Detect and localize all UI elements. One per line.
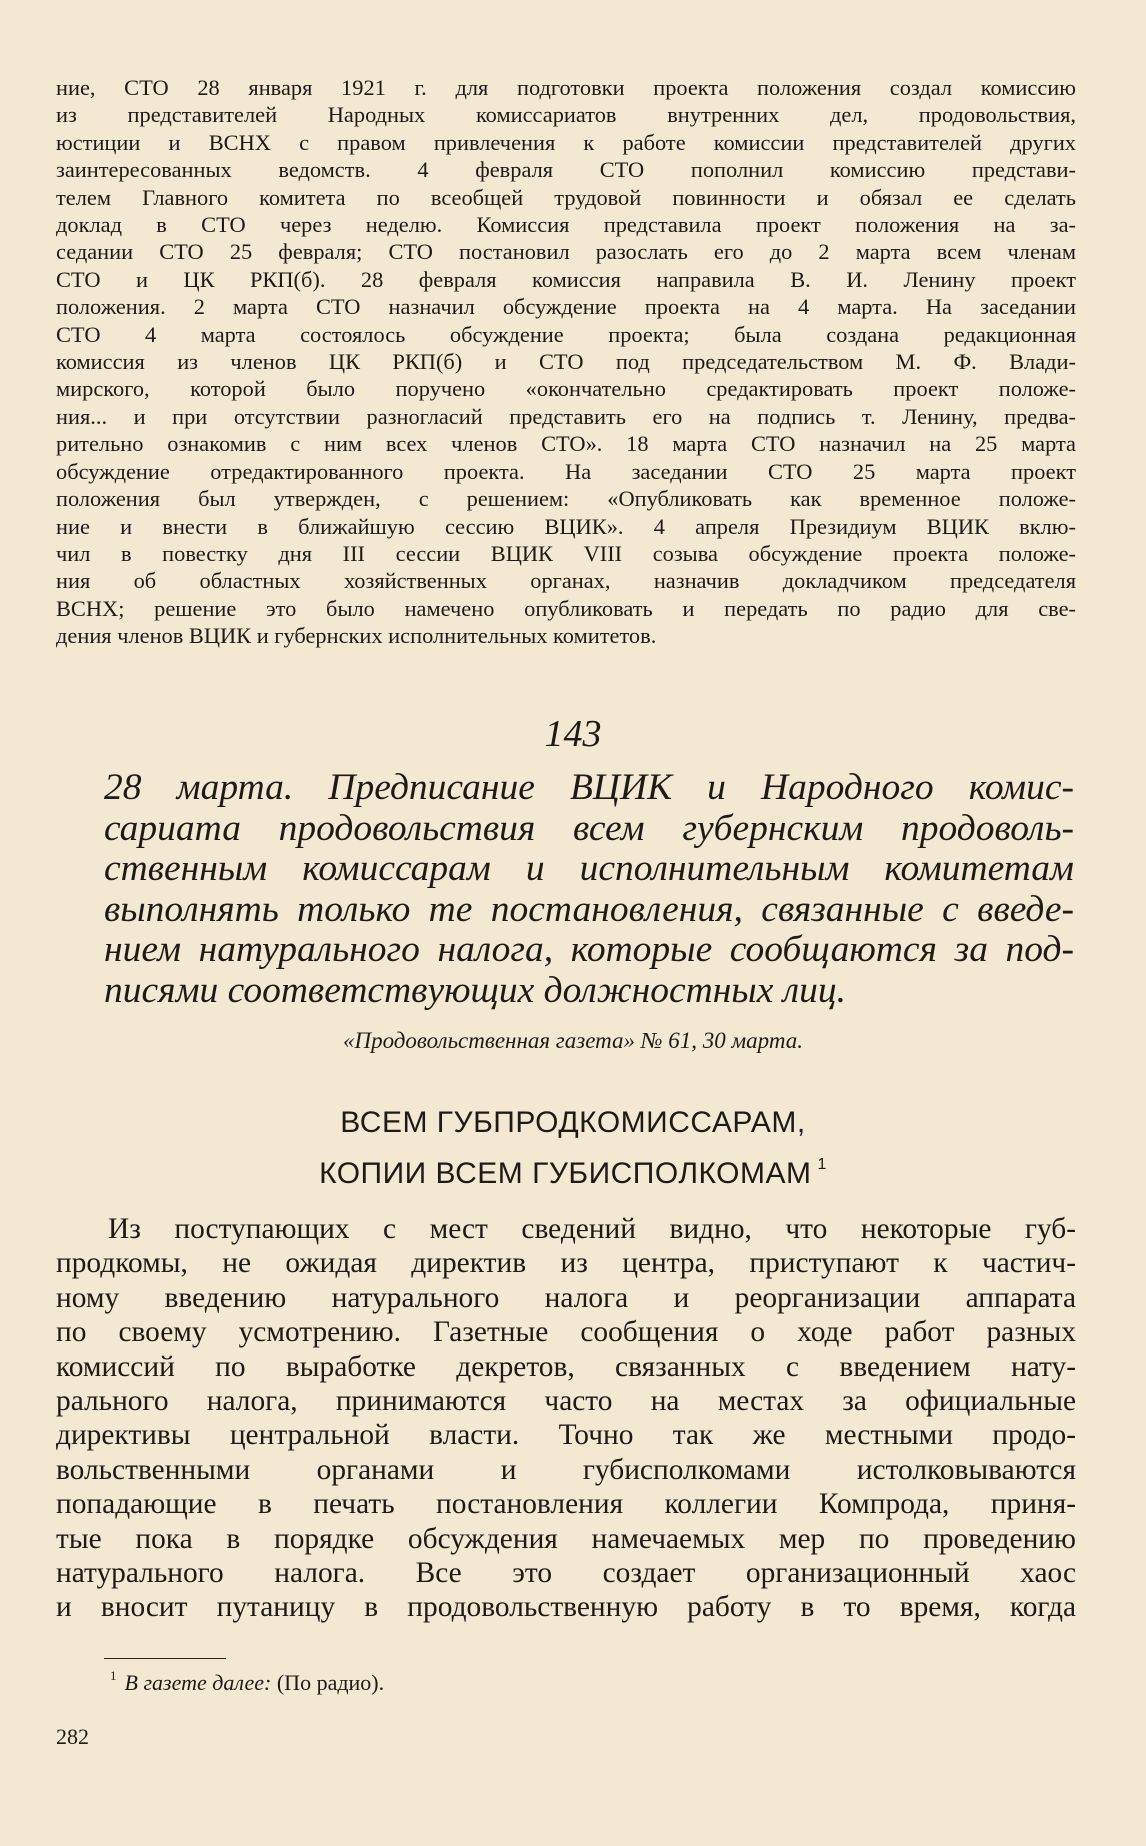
text-line: натурального налога. Все это создает организационный хаос: [56, 1557, 1076, 1590]
footnote-mark: 1: [110, 1668, 117, 1683]
heading-line: ВСЕМ ГУБПРОДКОМИССАРАМ,: [340, 1106, 806, 1139]
text-line: директивы центральной власти. Точно так же местными продо-: [56, 1419, 1076, 1452]
source-citation: «Продовольственная газета» № 61, 30 марта.: [342, 1028, 803, 1053]
text-line: и вносит путаницу в продовольственную работу в то время, когда: [56, 1591, 1076, 1624]
text-line: дения членов ВЦИК и губернских исполнительных комитетов.: [56, 623, 657, 649]
title-line: сариата продовольствия всем губернским продоволь-: [104, 807, 1074, 849]
text-line: СТО 4 марта состоялось обсуждение проекта; была создана редакционная: [56, 321, 1076, 347]
text-line: доклад в СТО через неделю. Комиссия представила проект положения на за-: [56, 212, 1076, 238]
text-line: положения был утвержден, с решением: «Опубликовать как временное положе-: [56, 486, 1076, 512]
footnote-divider: [104, 1658, 226, 1659]
text-line: из представителей Народных комиссариатов внутренних дел, продовольствия,: [56, 102, 1076, 128]
text-line: комиссия из членов ЦК РКП(б) и СТО под председательством М. Ф. Влади-: [56, 349, 1076, 375]
text-line: телем Главного комитета по всеобщей трудовой повинности и обязал ее сделать: [56, 184, 1076, 210]
text-line: чил в повестку дня III сессии ВЦИК VIII созыва обсуждение проекта положе-: [56, 540, 1076, 566]
text-line: рительно ознакомив с ним всех членов СТО». 18 марта СТО назначил на 25 марта: [56, 431, 1076, 457]
body-text: [56, 1212, 1076, 1625]
text-line: ния... и при отсутствии разногласий представить его на подпись т. Ленину, предва-: [56, 403, 1076, 429]
heading-line: [0, 1144, 1146, 1195]
text-line: ВСНХ; решение это было намечено опубликовать и передать по радио для све-: [56, 595, 1076, 621]
text-line: положения. 2 марта СТО назначил обсуждение проекта на 4 марта. На заседании: [56, 294, 1076, 320]
title-line: ственным комиссарам и исполнительным комитетам: [104, 848, 1074, 889]
title-line: нием натурального налога, которые сообщаются за под-: [104, 929, 1074, 970]
text-line: рального налога, принимаются часто на местах за официальные: [56, 1385, 1076, 1418]
footnote: [110, 1668, 384, 1696]
text-line: ние, СТО 28 января 1921 г. для подготовки проекта положения создал комиссию: [56, 75, 1076, 100]
footnote-text: (По радио).: [276, 1670, 385, 1695]
footnote-mark: 1: [817, 1156, 827, 1173]
text-line: юстиции и ВСНХ с правом привлечения к работе комиссии представителей других: [56, 129, 1076, 155]
text-line: комиссий по выработке декретов, связанных с введением нату-: [56, 1350, 1076, 1383]
text-line: Из поступающих с мест сведений видно, что некоторые губ-: [108, 1213, 1076, 1245]
text-line: ния об областных хозяйственных органах, назначив докладчиком председателя: [56, 568, 1076, 594]
title-line: писями соответствующих должностных лиц.: [104, 969, 846, 1011]
previous-paragraph: [56, 74, 1076, 650]
text-line: вольственными органами и губисполкомами истолковываются: [56, 1453, 1076, 1486]
text-line: по своему усмотрению. Газетные сообщения о ходе работ разных: [56, 1316, 1076, 1349]
document-number: 143: [544, 713, 602, 755]
title-line: 28 марта. Предписание ВЦИК и Народного комис-: [104, 767, 1074, 808]
document-heading: [0, 1102, 1146, 1195]
text-line: попадающие в печать постановления коллегии Компрода, приня-: [56, 1488, 1076, 1521]
text-line: ному введению натурального налога и реорганизации аппарата: [56, 1281, 1076, 1314]
text-line: обсуждение отредактированного проекта. На заседании СТО 25 марта проект: [56, 458, 1076, 484]
text-line: тые пока в порядке обсуждения намечаемых мер по проведению: [56, 1522, 1076, 1555]
heading-line-text: КОПИИ ВСЕМ ГУБИСПОЛКОМАМ: [319, 1157, 812, 1190]
text-line: мирского, которой было поручено «окончательно средактировать проект положе-: [56, 376, 1076, 402]
footnote-label: В газете далее:: [124, 1670, 272, 1695]
title-line: выполнять только те постановления, связанные с введе-: [104, 888, 1074, 930]
text-line: седании СТО 25 февраля; СТО постановил разослать его до 2 марта всем членам: [56, 239, 1076, 265]
text-line: ние и внести в ближайшую сессию ВЦИК». 4 апреля Президиум ВЦИК вклю-: [56, 513, 1076, 539]
page-number: 282: [56, 1724, 89, 1749]
text-line: заинтересованных ведомств. 4 февраля СТО пополнил комиссию представи-: [56, 157, 1076, 183]
text-line: СТО и ЦК РКП(б). 28 февраля комиссия направила В. И. Ленину проект: [56, 266, 1076, 292]
document-title: [104, 768, 1074, 1011]
text-line: продкомы, не ожидая директив из центра, приступают к частич-: [56, 1247, 1076, 1280]
